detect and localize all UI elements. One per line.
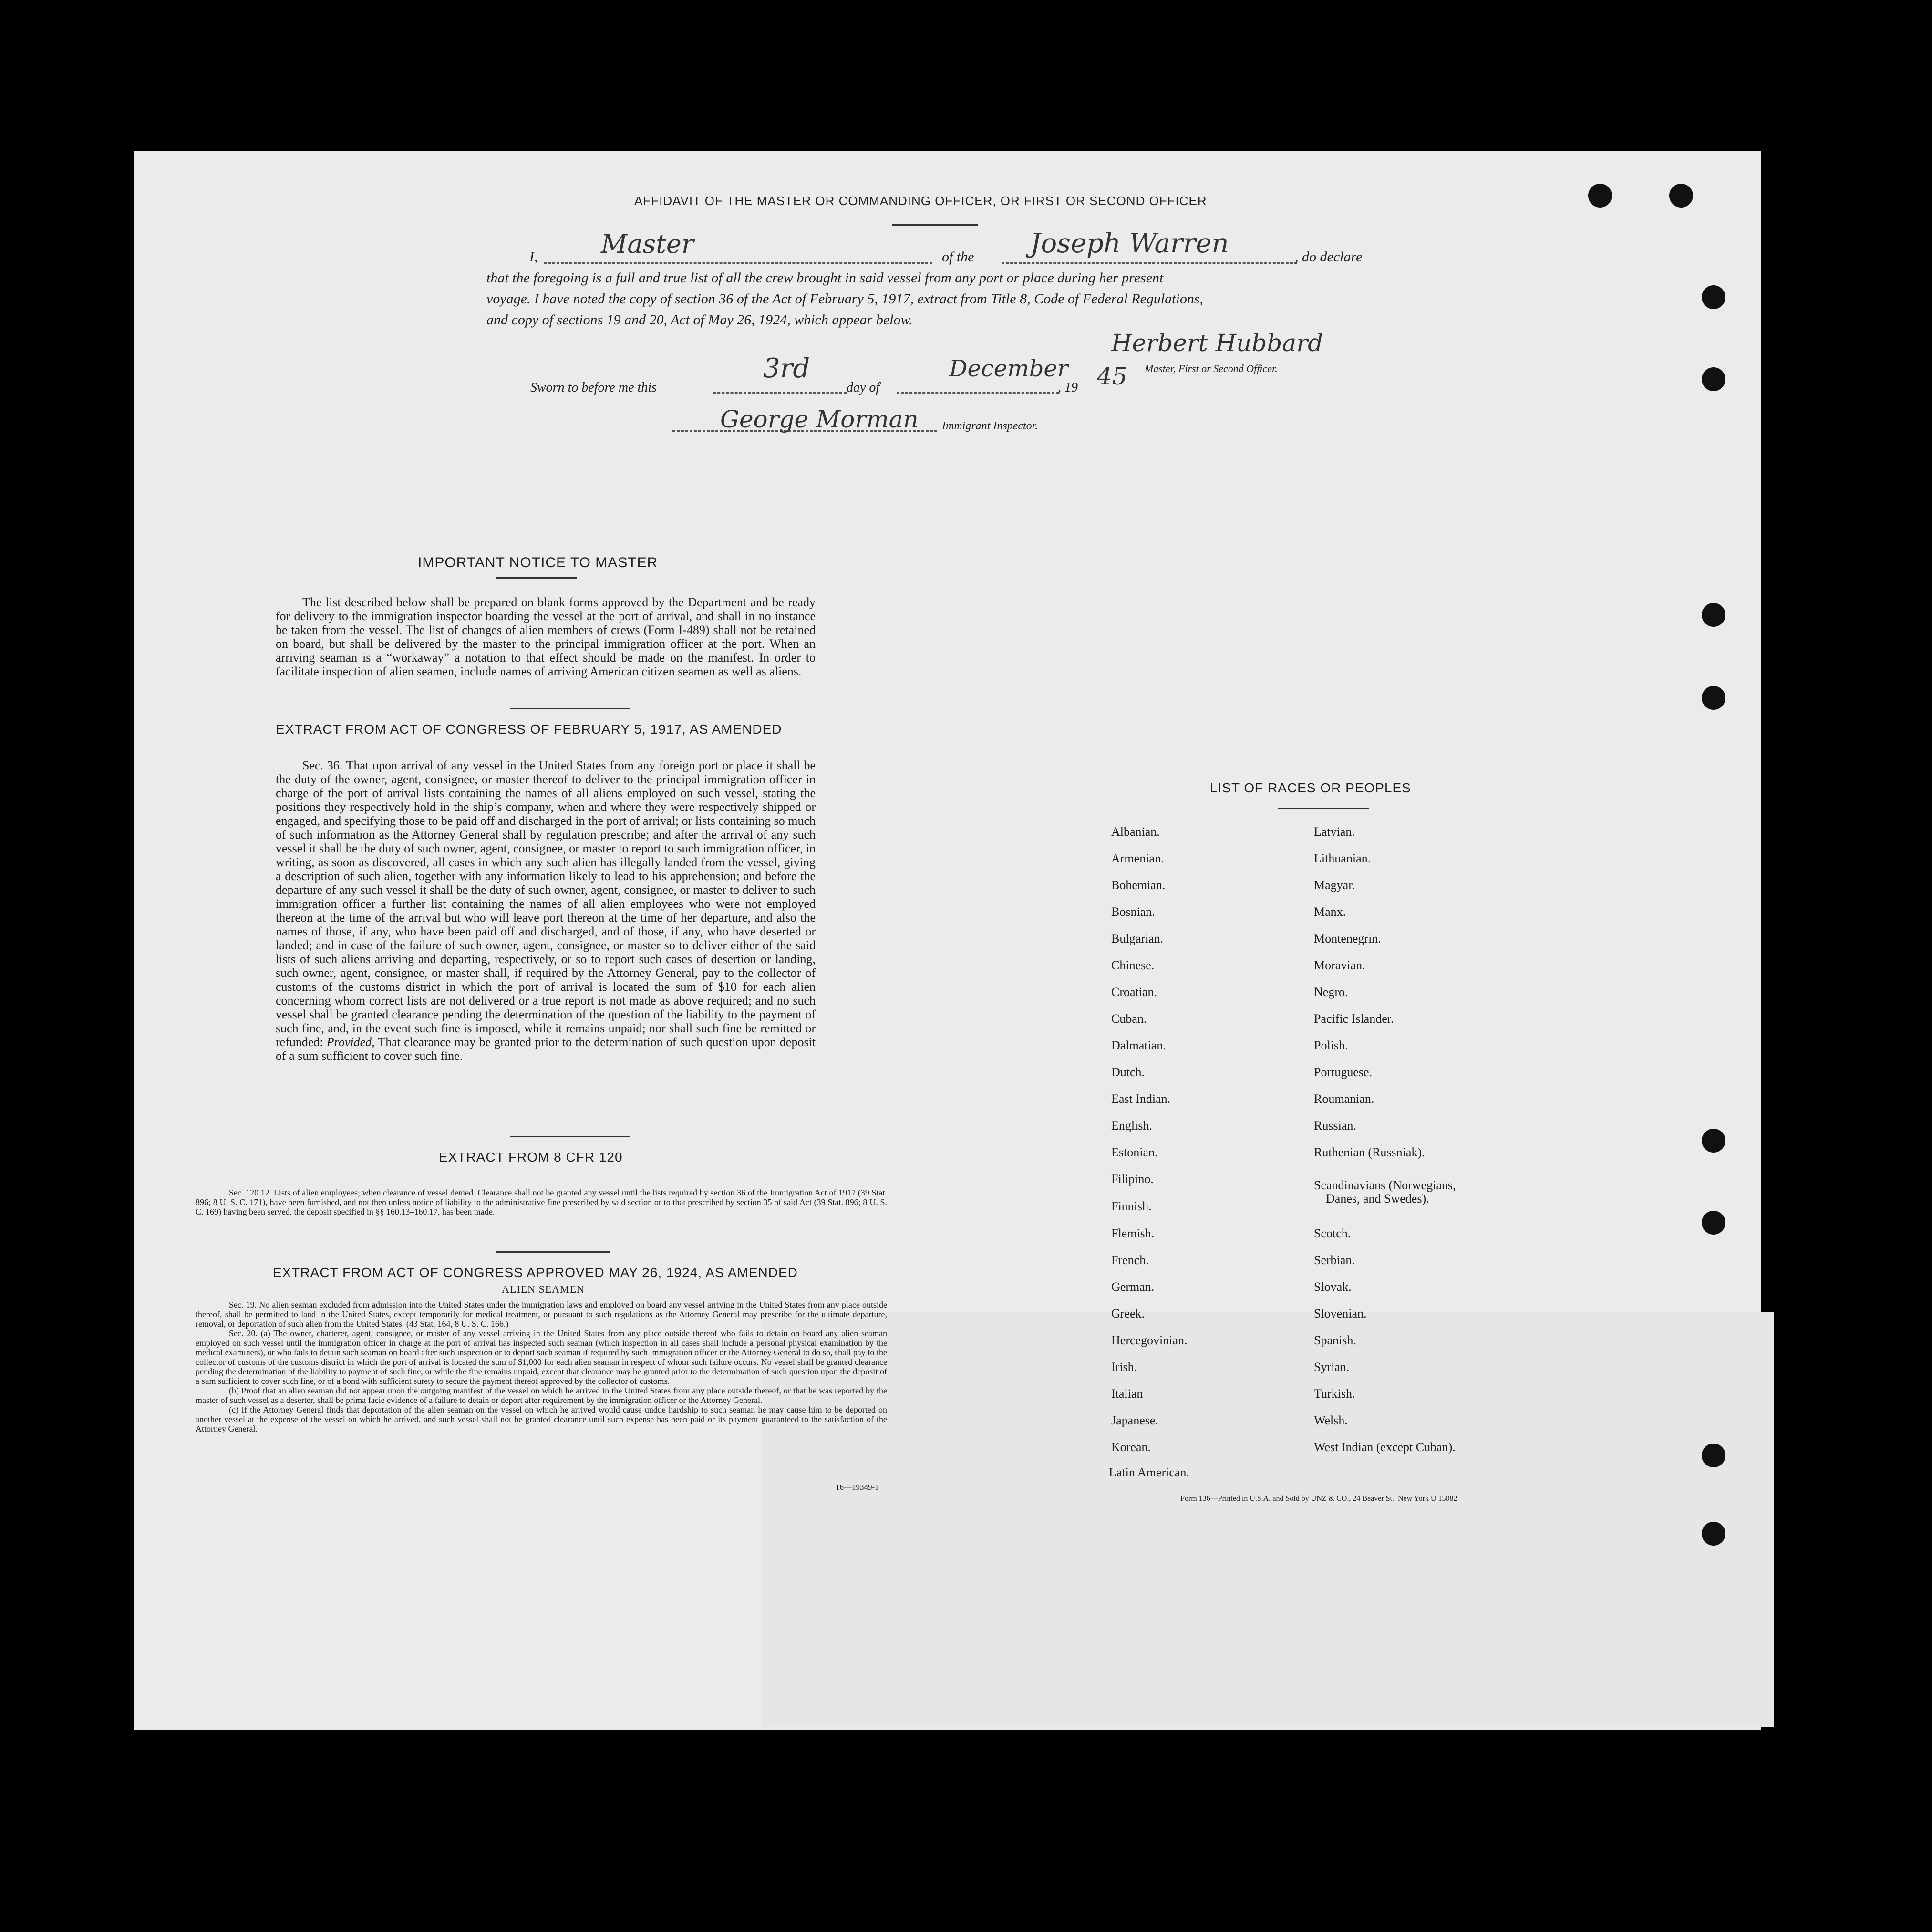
race-left-item: Albanian. xyxy=(1111,825,1160,839)
divider xyxy=(510,708,630,709)
race-right-item: Negro. xyxy=(1314,985,1348,999)
affidavit-i-label: I, xyxy=(529,249,538,265)
divider xyxy=(496,577,577,579)
section-20a-text: Sec. 20. (a) The owner, charterer, agent, consignee, or master of any vessel arriving in the United States from any place outside thereof who fails to detain on board any alien seaman employed on such vessel until the immigration officer in charge at the port of arrival has inspected such seaman (which inspection in all cases shall include a personal physical examination by the medical examiners), or who fails to detain such seaman on board after such inspection or to deport such seaman if required by such immigration officer or the Attorney General to do so, shall pay to the collector of customs of the customs district in which the port of arrival is located the sum of $1,000 for each alien seaman in respect of whom such failure occurs. No vessel shall be granted clearance pending the determination of the liability to payment of such fine, or while the fine remains unpaid, except that clearance may be granted prior to the determination of such question upon the deposit of a sum sufficient to cover such fine, or of a bond with sufficient surety to secure the payment thereof approved by the collector of customs. xyxy=(196,1329,887,1386)
inspector-signature: George Morman xyxy=(720,405,919,433)
form-code: 16—19349-1 xyxy=(836,1483,879,1492)
cfr-body: Sec. 120.12. Lists of alien employees; when clearance of vessel denied. Clearance shall not be granted any vessel until the lists required by section 36 of the Immigration Act of 1917 (39 Stat. 896; 8 U. S. C. 171), have been furnished, and not then unless notice of liability to the administrative fine prescribed by said section or to that prescribed by section 35 of said Act (39 Stat. 896; 8 U. S. C. 169) having been served, the deposit specified in §§ 160.13–160.17, has been made. xyxy=(196,1188,887,1216)
punch-hole-icon xyxy=(1702,285,1725,309)
sworn-label: Sworn to before me this xyxy=(530,380,657,395)
race-right-item: Polish. xyxy=(1314,1039,1348,1052)
affidavit-line-4: and copy of sections 19 and 20, Act of May 26, 1924, which appear below. xyxy=(486,312,913,328)
race-right-item: Russian. xyxy=(1314,1119,1356,1132)
cfr-title: EXTRACT FROM 8 CFR 120 xyxy=(439,1150,623,1164)
race-right-item: Scandinavians (Norwegians, xyxy=(1314,1178,1456,1192)
punch-hole-icon xyxy=(1669,184,1693,208)
section-20c-text: (c) If the Attorney General finds that deportation of the alien seaman on the vessel on which he arrived would cause undue hardship to such seaman he may cause him to be deported on another vessel at the expense of the vessel on which he arrived, and such vessel shall not be granted clearance until such expense has been paid or its payment guaranteed to the satisfaction of the Attorney General. xyxy=(196,1405,887,1433)
extract-1917-title: EXTRACT FROM ACT OF CONGRESS OF FEBRUARY 5, 1917, AS AMENDED xyxy=(276,722,782,737)
punch-hole-icon xyxy=(1702,603,1725,627)
race-right-item: Roumanian. xyxy=(1314,1092,1374,1106)
race-right-item: Ruthenian (Russniak). xyxy=(1314,1145,1425,1159)
proviso-label: Provided, xyxy=(326,1035,375,1049)
race-left-item: Flemish. xyxy=(1111,1226,1155,1240)
punch-hole-icon xyxy=(1702,1211,1725,1235)
race-right-item: Scotch. xyxy=(1314,1226,1351,1240)
notice-title: IMPORTANT NOTICE TO MASTER xyxy=(418,555,658,571)
day-handwritten: 3rd xyxy=(763,353,810,384)
race-left-item: Filipino. xyxy=(1111,1172,1154,1186)
extract-1917-body xyxy=(276,758,816,1063)
do-declare-label: , do declare xyxy=(1295,249,1363,265)
race-right-item: Serbian. xyxy=(1314,1253,1355,1267)
master-signature-label: Master, First or Second Officer. xyxy=(1145,363,1278,374)
of-the-label: of the xyxy=(942,249,974,265)
race-left-item: Dutch. xyxy=(1111,1065,1145,1079)
punch-hole-icon xyxy=(1702,1444,1725,1467)
race-right-item: Slovenian. xyxy=(1314,1307,1367,1320)
year-handwritten: 45 xyxy=(1097,363,1127,390)
section-19-text: Sec. 19. No alien seaman excluded from admission into the United States under the immigration laws and employed on board any vessel arriving in the United States from any place outside thereof, shall be permitted to land in the United States, except temporarily for medical treatment, or pursuant to such regulations as the Attorney General may prescribe for the ultimate departure, removal, or deportation of such alien from the United States. (43 Stat. 164, 8 U. S. C. 166.) xyxy=(196,1300,887,1329)
section-36-text: That upon arrival of any vessel in the United States from any foreign port or place it shall be the duty of the owner, agent, consignee, or master thereof to deliver to the principal immigration officer in charge of the port of arrival lists containing the names of all aliens employed on such vessel, stating the positions they respectively hold in the ship’s company, when and where they were respectively shipped or engaged, and specifying those to be paid off and discharged in the port of arrival; or lists containing so much of such information as the Attorney General shall by regulation prescribe; and after the arrival of any such vessel it shall be the duty of such owner, agent, consignee, or master to report to such immigration officer, in writing, as soon as discovered, all cases in which any such alien has illegally landed from the vessel, giving a description of such alien, together with any information likely to lead to his apprehension; and before the departure of any such vessel it shall be the duty of such owner, agent, consignee, or master to deliver to such immigration officer a further list containing the names of all alien employees who were not employed thereon at the time of the arrival but who will leave port thereon at the time of her departure, and also the names of those, if any, who have been paid off and discharged, and of those, if any, who have deserted or landed; and in case of the failure of such owner, agent, consignee, or master so to deliver either of the said lists of such aliens arriving and departing, respectively, or so to report such cases of desertion or landing, such owner, agent, consignee, or master shall, if required by the Attorney General, pay to the collector of customs of the customs district in which the port of arrival is located the sum of $10 for each alien concerning whom correct lists are not delivered or a true report is not made as above required; and no such vessel shall be granted clearance pending the determination of the question of the liability to the payment of such fine, and, in the event such fine is imposed, while it remains unpaid; nor shall such fine be remitted or refunded: xyxy=(276,758,816,1049)
race-left-item: Latin American. xyxy=(1109,1465,1189,1479)
section-label: Sec. 36. xyxy=(302,758,343,772)
race-left-item: Greek. xyxy=(1111,1307,1145,1320)
race-right-item: Turkish. xyxy=(1314,1387,1355,1401)
race-left-item: Hercegovinian. xyxy=(1111,1333,1188,1347)
punch-hole-icon xyxy=(1702,686,1725,710)
race-left-item: Cuban. xyxy=(1111,1012,1147,1026)
race-right-item: Welsh. xyxy=(1314,1413,1348,1427)
extract-1924-body xyxy=(196,1300,887,1433)
race-right-item: Pacific Islander. xyxy=(1314,1012,1394,1026)
race-left-item: Japanese. xyxy=(1111,1413,1158,1427)
extract-1924-subtitle: ALIEN SEAMEN xyxy=(502,1283,585,1295)
divider xyxy=(1278,808,1369,809)
section-20b-text: (b) Proof that an alien seaman did not appear upon the outgoing manifest of the vessel on which he arrived in the United States from any place outside thereof, or that he was reported by the master of such vessel as a deserter, shall be prima facie evidence of a failure to detain or deport after requirement by the immigration officer or the Attorney General. xyxy=(196,1386,887,1405)
form-sheet-lower-edge xyxy=(763,1312,1774,1727)
race-right-item: Manx. xyxy=(1314,905,1346,919)
races-title: LIST OF RACES OR PEOPLES xyxy=(1210,780,1411,795)
master-signature: Herbert Hubbard xyxy=(1111,329,1323,357)
race-right-item: Slovak. xyxy=(1314,1280,1352,1294)
vessel-handwritten: Joseph Warren xyxy=(1030,228,1229,259)
race-left-item: Bulgarian. xyxy=(1111,932,1164,945)
divider xyxy=(496,1251,610,1253)
affidavit-title: AFFIDAVIT OF THE MASTER OR COMMANDING OFFICER, OR FIRST OR SECOND OFFICER xyxy=(634,194,1207,208)
day-label: day of xyxy=(847,380,880,395)
punch-hole-icon xyxy=(1588,184,1612,208)
race-right-item: Montenegrin. xyxy=(1314,932,1381,945)
race-left-item: French. xyxy=(1111,1253,1149,1267)
race-right-item: Magyar. xyxy=(1314,878,1355,892)
race-left-item: Croatian. xyxy=(1111,985,1157,999)
punch-hole-icon xyxy=(1702,1522,1725,1546)
race-left-item: Bohemian. xyxy=(1111,878,1166,892)
race-right-item: Latvian. xyxy=(1314,825,1355,839)
race-left-item: Armenian. xyxy=(1111,852,1164,865)
race-right-item-continued: Danes, and Swedes). xyxy=(1326,1192,1429,1205)
race-right-item: Moravian. xyxy=(1314,958,1365,972)
race-right-item: Spanish. xyxy=(1314,1333,1356,1347)
divider xyxy=(510,1136,630,1137)
extract-1924-title: EXTRACT FROM ACT OF CONGRESS APPROVED MAY 26, 1924, AS AMENDED xyxy=(273,1265,798,1280)
race-right-item: Syrian. xyxy=(1314,1360,1350,1374)
race-left-item: Korean. xyxy=(1111,1440,1151,1454)
year-prefix: , 19 xyxy=(1058,380,1078,395)
punch-hole-icon xyxy=(1702,1129,1725,1153)
race-left-item: Irish. xyxy=(1111,1360,1137,1374)
punch-hole-icon xyxy=(1702,367,1725,391)
divider xyxy=(892,224,978,226)
race-left-item: German. xyxy=(1111,1280,1155,1294)
affidavit-line-2: that the foregoing is a full and true list of all the crew brought in said vessel from any port or place during her present xyxy=(486,270,1164,286)
race-right-item: West Indian (except Cuban). xyxy=(1314,1440,1456,1454)
race-right-item: Lithuanian. xyxy=(1314,852,1371,865)
race-left-item: East Indian. xyxy=(1111,1092,1171,1106)
race-right-item: Portuguese. xyxy=(1314,1065,1373,1079)
race-left-item: Bosnian. xyxy=(1111,905,1155,919)
month-handwritten: December xyxy=(949,355,1068,382)
inspector-label: Immigrant Inspector. xyxy=(942,420,1038,432)
race-left-item: Estonian. xyxy=(1111,1145,1158,1159)
race-left-item: Italian xyxy=(1111,1387,1143,1401)
race-left-item: English. xyxy=(1111,1119,1152,1132)
proviso-text: That clearance may be granted prior to the determination of such question upon deposit of a sum sufficient to cover such fine. xyxy=(276,1035,816,1063)
affidavit-line-3: voyage. I have noted the copy of section 36 of the Act of February 5, 1917, extract from Title 8, Code of Federal Regulations, xyxy=(486,291,1204,307)
race-left-item: Finnish. xyxy=(1111,1199,1152,1213)
rank-handwritten: Master xyxy=(601,229,694,259)
race-left-item: Chinese. xyxy=(1111,958,1155,972)
printer-footer: Form 136—Printed in U.S.A. and Sold by UNZ & CO., 24 Beaver St., New York U 15082 xyxy=(1180,1495,1457,1503)
notice-body: The list described below shall be prepared on blank forms approved by the Department and be ready for delivery to the immigration inspector boarding the vessel at the port of arrival, and shall in no instance be taken from the vessel. The list of changes of alien members of crews (Form I-489) shall not be retained on board, but shall be delivered by the master to the principal immigration officer at the port. When an arriving seaman is a “workaway” a notation to that effect should be made on the manifest. In order to facilitate inspection of alien seamen, include names of arriving American citizen seamen as well as aliens. xyxy=(276,595,816,678)
race-left-item: Dalmatian. xyxy=(1111,1039,1166,1052)
